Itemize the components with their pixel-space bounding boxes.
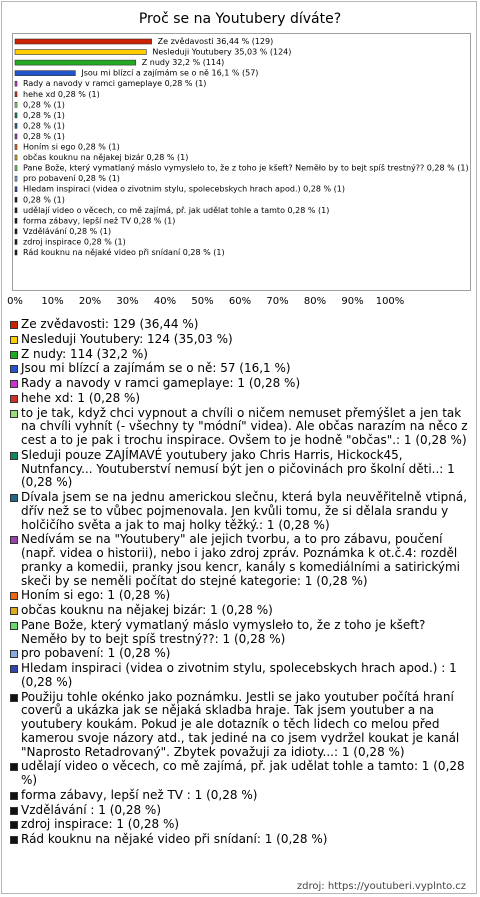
legend-label-20: Rád kouknu na nějaké video při snídaní: 1 (0,28 %) <box>21 832 328 846</box>
legend-swatch-11 <box>10 607 18 615</box>
legend-swatch-0 <box>10 321 18 329</box>
bar-0 <box>15 39 152 44</box>
legend-label-5: hehe xd: 1 (0,28 %) <box>21 390 141 405</box>
chart-title: Proč se na Youtubery díváte? <box>138 11 342 27</box>
legend-item-2 <box>10 348 472 362</box>
bar-label-9: 0,28 % (1) <box>23 131 65 141</box>
chart-container <box>1 1 477 894</box>
legend-swatch-8 <box>10 494 18 502</box>
bar-label-11: občas kouknu na nějakej bizár 0,28 % (1) <box>23 153 189 163</box>
legend-label-12: Pane Bože, který vymatlaný máslo vymysleło to, že z toho je kšeft? Neměło by to bejt spíš trestný??: 1 (0,28 %) <box>21 617 426 646</box>
legend-item-18 <box>10 804 472 818</box>
legend-swatch-18 <box>10 807 18 815</box>
x-tick-label-5: 50% <box>191 296 214 307</box>
bar-6 <box>15 102 17 107</box>
bar-15 <box>15 197 17 202</box>
legend-label-8: Dívala jsem se na jednu americkou slečnu, která byla neuvěřitelně vtipná, dřív než se to vůbec pojmenovala. Jen kvůli tomu, že si dělala srandu y holčičího světa a jak to maj holky těžký.: 1 (0,28 %) <box>21 490 468 532</box>
legend-swatch-7 <box>10 452 18 460</box>
legend-swatch-12 <box>10 622 18 630</box>
legend-label-1: Nesleduji Youtubery: 124 (35,03 %) <box>21 331 233 346</box>
legend-swatch-20 <box>10 836 18 844</box>
legend-label-0: Ze zvědavosti: 129 (36,44 %) <box>21 317 199 331</box>
bar-label-0: Ze zvědavosti 36,44 % (129) <box>157 37 274 46</box>
bar-label-17: forma zábavy, lepší než TV 0,28 % (1) <box>23 216 176 226</box>
legend-label-9: Nedívám se na "Youtubery" ale jejich tvorbu, a to pro zábavu, poučení (např. videa o historii), nebo i jako zdroj zpráv. Poznámka k ot.č.4: rozděl pranky a komedii, pranky jsou kencr, kanály s komediálními a satirickými skeči by se neměli počítat do stejné kategorie: 1 (0,28 %) <box>21 532 460 588</box>
bar-20 <box>15 250 17 255</box>
x-tick-label-8: 80% <box>303 296 327 307</box>
legend-label-13: pro pobavení: 1 (0,28 %) <box>21 646 171 661</box>
legend-swatch-2 <box>10 351 18 359</box>
legend <box>10 318 472 848</box>
legend-swatch-4 <box>10 380 18 388</box>
legend-swatch-6 <box>10 410 18 418</box>
legend-label-3: Jsou mi blízcí a zajímám se o ně: 57 (16,1 %) <box>21 361 291 376</box>
bar-label-15: 0,28 % (1) <box>23 195 65 205</box>
legend-item-5 <box>10 392 472 406</box>
bar-label-6: 0,28 % (1) <box>23 100 65 110</box>
legend-item-9 <box>10 533 472 588</box>
bar-12 <box>15 166 17 171</box>
legend-item-3 <box>10 362 472 376</box>
bar-label-19: zdroj inspirace 0,28 % (1) <box>23 237 126 247</box>
bar-label-14: Hledam inspiraci (videa o zivotnim stylu, spolecebskych hrach apod.) 0,28 % (1) <box>23 184 345 194</box>
legend-swatch-17 <box>10 792 18 800</box>
legend-item-15 <box>10 691 472 760</box>
legend-item-13 <box>10 647 472 661</box>
bar-label-12: Pane Bože, který vymatlaný máslo vymysleło to, že z toho je kšeft? Neměło by to bejt spíš trestný?? 0,28 % (1) <box>23 163 469 173</box>
bar-chart <box>13 34 470 290</box>
bar-8 <box>15 123 17 128</box>
legend-label-6: to je tak, když chci vypnout a chvíli o ničem nemuset přemýšlet a jen tak na chvíli vyhnít (- všechny ty "módní" videa). Ale občas narazím na něco z cest a to je pak i trochu inspirace. Ovšem to je hodně "občas".: 1 (0,28 %) <box>21 405 468 447</box>
bar-13 <box>15 176 17 181</box>
legend-label-11: občas kouknu na nějakej bizár: 1 (0,28 %) <box>21 603 273 617</box>
legend-item-12 <box>10 619 472 647</box>
bar-19 <box>15 239 17 244</box>
source-note: zdroj: https://youtuberi.vyplnto.cz <box>296 881 466 892</box>
bar-label-7: 0,28 % (1) <box>23 110 65 120</box>
bar-label-16: udělají video o věcech, co mě zajímá, př. jak udělat tohle a tamto 0,28 % (1) <box>23 205 330 215</box>
legend-swatch-1 <box>10 336 18 344</box>
bar-label-5: hehe xd 0,28 % (1) <box>23 89 100 99</box>
bar-label-8: 0,28 % (1) <box>23 121 65 131</box>
legend-item-20 <box>10 833 472 847</box>
x-tick-label-7: 70% <box>266 296 289 307</box>
bar-label-18: Vzdělávání 0,28 % (1) <box>23 226 112 236</box>
bar-label-4: Rady a navody v ramci gameplaye 0,28 % (1) <box>23 79 207 89</box>
x-tick-label-2: 20% <box>78 296 102 307</box>
legend-item-19 <box>10 818 472 832</box>
legend-label-4: Rady a navody v ramci gameplaye: 1 (0,28 %) <box>21 376 301 390</box>
bar-label-2: Z nudy 32,2 % (114) <box>141 58 225 68</box>
bar-10 <box>15 145 17 150</box>
legend-swatch-9 <box>10 536 18 544</box>
legend-label-16: udělají video o věcech, co mě zajímá, př. jak udělat tohle a tamto: 1 (0,28 %) <box>21 759 465 787</box>
legend-item-10 <box>10 589 472 603</box>
legend-item-11 <box>10 604 472 618</box>
bar-label-1: Nesleduji Youtubery 35,03 % (124) <box>152 47 292 57</box>
bar-4 <box>15 81 17 86</box>
legend-swatch-10 <box>10 592 18 600</box>
legend-swatch-19 <box>10 821 18 829</box>
bar-label-20: Rád kouknu na nějaké video při snídaní 0,28 % (1) <box>23 248 225 257</box>
legend-swatch-5 <box>10 395 18 403</box>
bar-3 <box>15 71 75 76</box>
legend-item-0 <box>10 318 472 332</box>
bar-2 <box>15 60 136 65</box>
bar-17 <box>15 218 17 223</box>
legend-label-17: forma zábavy, lepší než TV : 1 (0,28 %) <box>21 787 258 802</box>
bar-label-10: Honím si ego 0,28 % (1) <box>23 142 120 152</box>
legend-item-14 <box>10 662 472 690</box>
bar-1 <box>15 50 146 55</box>
legend-item-7 <box>10 449 472 490</box>
legend-swatch-14 <box>10 665 18 673</box>
legend-label-18: Vzdělávání : 1 (0,28 %) <box>21 802 162 817</box>
bar-label-13: pro pobavení 0,28 % (1) <box>23 174 120 184</box>
x-tick-label-6: 60% <box>228 296 252 307</box>
bar-18 <box>15 229 17 234</box>
legend-label-14: Hledam inspiraci (videa o zivotnim stylu, spolecebskych hrach apod.) : 1 (0,28 %) <box>21 661 457 689</box>
legend-swatch-15 <box>10 694 18 702</box>
bar-11 <box>15 155 17 160</box>
legend-item-17 <box>10 789 472 803</box>
bar-5 <box>15 92 17 97</box>
legend-item-6 <box>10 407 472 448</box>
x-tick-label-4: 40% <box>153 296 177 307</box>
legend-label-19: zdroj inspirace: 1 (0,28 %) <box>21 817 180 832</box>
x-tick-label-0: 0% <box>7 296 23 307</box>
bar-9 <box>15 134 17 139</box>
x-tick-label-3: 30% <box>116 296 139 307</box>
legend-swatch-13 <box>10 650 18 658</box>
legend-item-1 <box>10 333 472 347</box>
bar-14 <box>15 187 17 192</box>
legend-label-7: Sleduji pouze ZAJÍMAVÉ youtubery jako Chris Harris, Hickock45, Nutnfancy... Youtuberství nemusí být jen o pičovinách pro školní děti..: 1 (0,28 %) <box>21 447 455 490</box>
legend-label-15: Použiju tohle okénko jako poznámku. Jestli se jako youtuber počítá hraní coverů a ukázka jak se nějaká skladba hraje. Tak jsem youtuber a na youtubery koukám. Pokud je ale dotazník o těch lidech co melou před kamerou svoje názory atd., tak jediné na co jsem vydržel koukat je kanál "Naprosto Retadrovaný". Zbytek považuji za idioty...: 1 (0,28 %) <box>21 689 460 759</box>
legend-label-2: Z nudy: 114 (32,2 %) <box>21 346 148 361</box>
legend-item-16 <box>10 760 472 788</box>
legend-swatch-3 <box>10 365 18 373</box>
x-tick-label-10: 100% <box>375 296 405 307</box>
x-tick-label-1: 10% <box>41 296 64 307</box>
x-tick-label-9: 90% <box>341 296 364 307</box>
x-axis <box>2 291 478 311</box>
legend-item-4 <box>10 377 472 391</box>
legend-label-10: Honím si ego: 1 (0,28 %) <box>21 588 171 603</box>
plot-area <box>12 33 471 291</box>
bar-16 <box>15 208 17 213</box>
bar-label-3: Jsou mi blízcí a zajímám se o ně 16,1 % (57) <box>81 68 259 78</box>
legend-item-8 <box>10 491 472 532</box>
bar-7 <box>15 113 17 118</box>
legend-swatch-16 <box>10 763 18 771</box>
